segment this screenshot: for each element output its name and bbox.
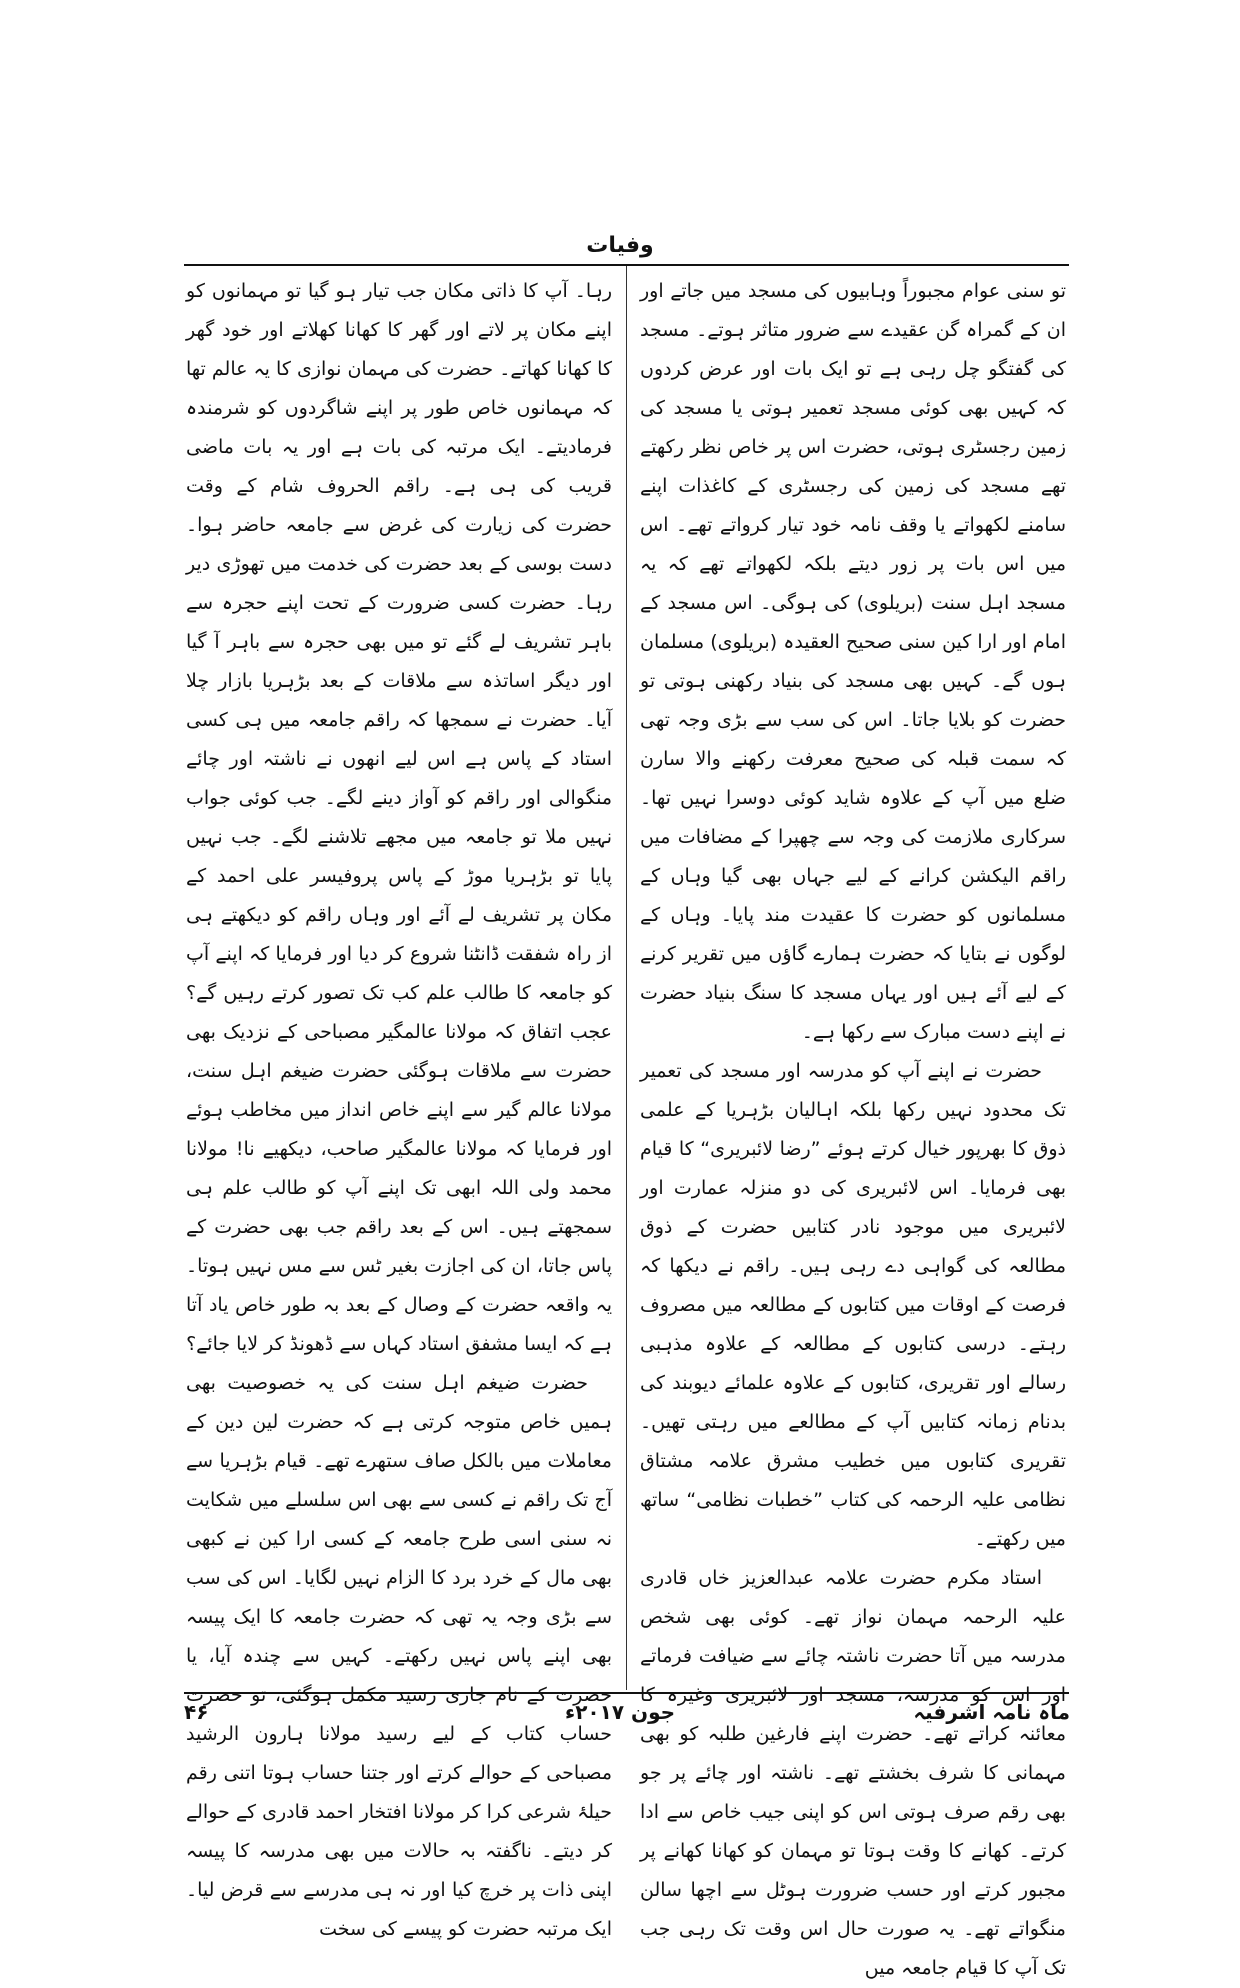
paragraph: تو سنی عوام مجبوراً وہابیوں کی مسجد میں جاتے اور ان کے گمراہ گن عقیدے سے ضرور متاثر ہوتے۔ مسجد کی گفتگو چل رہی ہے تو ایک بات اور عرض کردوں کہ کہیں بھی کوئی مسجد تعمیر ہوتی یا مسجد کی زمین رجسٹری ہوتی، حضرت اس پر خاص نظر رکھتے تھے مسجد کی زمین کی رجسٹری کے کاغذات اپنے سامنے لکھواتے یا وقف نامہ خود تیار کرواتے تھے۔ اس میں اس بات پر زور دیتے بلکہ لکھواتے تھے کہ یہ مسجد اہل سنت (بریلوی) کی ہوگی۔ اس مسجد کے امام اور ارا کین سنی صحیح العقیدہ (بریلوی) مسلمان ہوں گے۔ کہیں بھی مسجد کی بنیاد رکھنی ہوتی تو حضرت کو بلایا جاتا۔ اس کی سب سے بڑی وجہ تھی کہ سمت قبلہ کی صحیح معرفت رکھنے والا سارن ضلع میں آپ کے علاوہ شاید کوئی دوسرا نہیں تھا۔ سرکاری ملازمت کی وجہ سے چھپرا کے مضافات میں راقم الیکشن کرانے کے لیے جہاں بھی گیا وہاں کے مسلمانوں کو حضرت کا عقیدت مند پایا۔ وہاں کے لوگوں نے بتایا کہ حضرت ہمارے گاؤں میں تقریر کرنے کے لیے آئے ہیں اور یہاں مسجد کا سنگ بنیاد حضرت نے اپنے دست مبارک سے رکھا ہے۔ xyxy=(640,280,1066,1043)
footer-rule xyxy=(184,1692,1069,1694)
paragraph: حضرت ضیغم اہل سنت کی یہ خصوصیت بھی ہمیں خاص متوجہ کرتی ہے کہ حضرت لین دین کے معاملات میں بالکل صاف ستھرے تھے۔ قیام بڑہریا سے آج تک راقم نے کسی سے بھی اس سلسلے میں شکایت نہ سنی اسی طرح جامعہ کے کسی ارا کین نے کبھی بھی مال کے خرد برد کا الزام نہیں لگایا۔ اس کی سب سے بڑی وجہ یہ تھی کہ حضرت جامعہ کا ایک پیسہ بھی اپنے پاس نہیں رکھتے۔ کہیں سے چندہ آیا، یا حضرت کے نام جاری رسید مکمل ہوگئی، تو حضرت حساب کتاب کے لیے رسید مولانا ہارون الرشید مصباحی کے حوالے کرتے اور جتنا حساب ہوتا اتنی رقم حیلۂ شرعی کرا کر مولانا افتخار احمد قادری کے حوالے کر دیتے۔ ناگفتہ بہ حالات میں بھی مدرسہ کا پیسہ اپنی ذات پر خرچ کیا اور نہ ہی مدرسے سے قرض لیا۔ ایک مرتبہ حضرت کو پیسے کی سخت xyxy=(186,1372,612,1940)
issue-date: جون ۲۰۱۷ء xyxy=(564,1700,676,1724)
paragraph: استاد مکرم حضرت علامہ عبدالعزیز خاں قادری علیہ الرحمہ مہمان نواز تھے۔ کوئی بھی شخص مدرسہ میں آتا حضرت ناشتہ چائے سے ضیافت فرماتے اور اس کو مدرسہ، مسجد اور لائبریری وغیرہ کا معائنہ کراتے تھے۔ حضرت اپنے فارغین طلبہ کو بھی مہمانی کا شرف بخشتے تھے۔ ناشتہ اور چائے پر جو بھی رقم صرف ہوتی اس کو اپنی جیب خاص سے ادا کرتے۔ کھانے کا وقت ہوتا تو مہمان کو کھانا کھانے پر مجبور کرتے اور حسب ضرورت ہوٹل سے اچھا سالن منگواتے تھے۔ یہ صورت حال اس وقت تک رہی جب تک آپ کا قیام جامعہ میں xyxy=(640,1567,1066,1979)
column-divider xyxy=(626,266,627,1690)
page-number: ۴۶ xyxy=(184,1700,209,1724)
paragraph: رہا۔ آپ کا ذاتی مکان جب تیار ہو گیا تو مہمانوں کو اپنے مکان پر لاتے اور گھر کا کھانا کھلاتے اور خود گھر کا کھانا کھاتے۔ حضرت کی مہمان نوازی کا یہ عالم تھا کہ مہمانوں خاص طور پر اپنے شاگردوں کو شرمندہ فرمادیتے۔ ایک مرتبہ کی بات ہے اور یہ بات ماضی قریب کی ہی ہے۔ راقم الحروف شام کے وقت حضرت کی زیارت کی غرض سے جامعہ حاضر ہوا۔ دست بوسی کے بعد حضرت کی خدمت میں تھوڑی دیر رہا۔ حضرت کسی ضرورت کے تحت اپنے حجرہ سے باہر تشریف لے گئے تو میں بھی حجرہ سے باہر آ گیا اور دیگر اساتذہ سے ملاقات کے بعد بڑہریا بازار چلا آیا۔ حضرت نے سمجھا کہ راقم جامعہ میں ہی کسی استاد کے پاس ہے اس لیے انھوں نے ناشتہ اور چائے منگوالی اور راقم کو آواز دینے لگے۔ جب کوئی جواب نہیں ملا تو جامعہ میں مجھے تلاشنے لگے۔ جب نہیں پایا تو بڑہریا موڑ کے پاس پروفیسر علی احمد کے مکان پر تشریف لے آئے اور وہاں راقم کو دیکھتے ہی از راہ شفقت ڈانٹنا شروع کر دیا اور فرمایا کہ اپنے آپ کو جامعہ کا طالب علم کب تک تصور کرتے رہیں گے؟ عجب اتفاق کہ مولانا عالمگیر مصباحی کے نزدیک بھی حضرت سے ملاقات ہوگئی حضرت ضیغم اہل سنت، مولانا عالم گیر سے اپنے خاص انداز میں مخاطب ہوئے اور فرمایا کہ مولانا عالمگیر صاحب، دیکھیے نا! مولانا محمد ولی اللہ ابھی تک اپنے آپ کو طالب علم ہی سمجھتے ہیں۔ اس کے بعد راقم جب بھی حضرت کے پاس جاتا، ان کی اجازت بغیر ٹس سے مس نہیں ہوتا۔ یہ واقعہ حضرت کے وصال کے بعد بہ طور خاص یاد آتا ہے کہ ایسا مشفق استاد کہاں سے ڈھونڈ کر لایا جائے؟ xyxy=(186,280,612,1355)
paragraph: حضرت نے اپنے آپ کو مدرسہ اور مسجد کی تعمیر تک محدود نہیں رکھا بلکہ اہالیان بڑہریا کے علمی ذوق کا بھرپور خیال کرتے ہوئے ”رضا لائبریری“ کا قیام بھی فرمایا۔ اس لائبریری کی دو منزلہ عمارت اور لائبریری میں موجود نادر کتابیں حضرت کے ذوق مطالعہ کی گواہی دے رہی ہیں۔ راقم نے دیکھا کہ فرصت کے اوقات میں کتابوں کے مطالعہ میں مصروف رہتے۔ درسی کتابوں کے مطالعہ کے علاوہ مذہبی رسالے اور تقریری، کتابوں کے علاوہ علمائے دیوبند کی بدنام زمانہ کتابیں آپ کے مطالعے میں رہتی تھیں۔ تقریری کتابوں میں خطیب مشرق علامہ مشتاق نظامی علیہ الرحمہ کی کتاب ”خطبات نظامی“ ساتھ میں رکھتے۔ xyxy=(640,1060,1066,1550)
section-title: وفیات xyxy=(586,233,654,258)
publication-name: ماہ نامہ اشرفیہ xyxy=(913,1700,1070,1724)
